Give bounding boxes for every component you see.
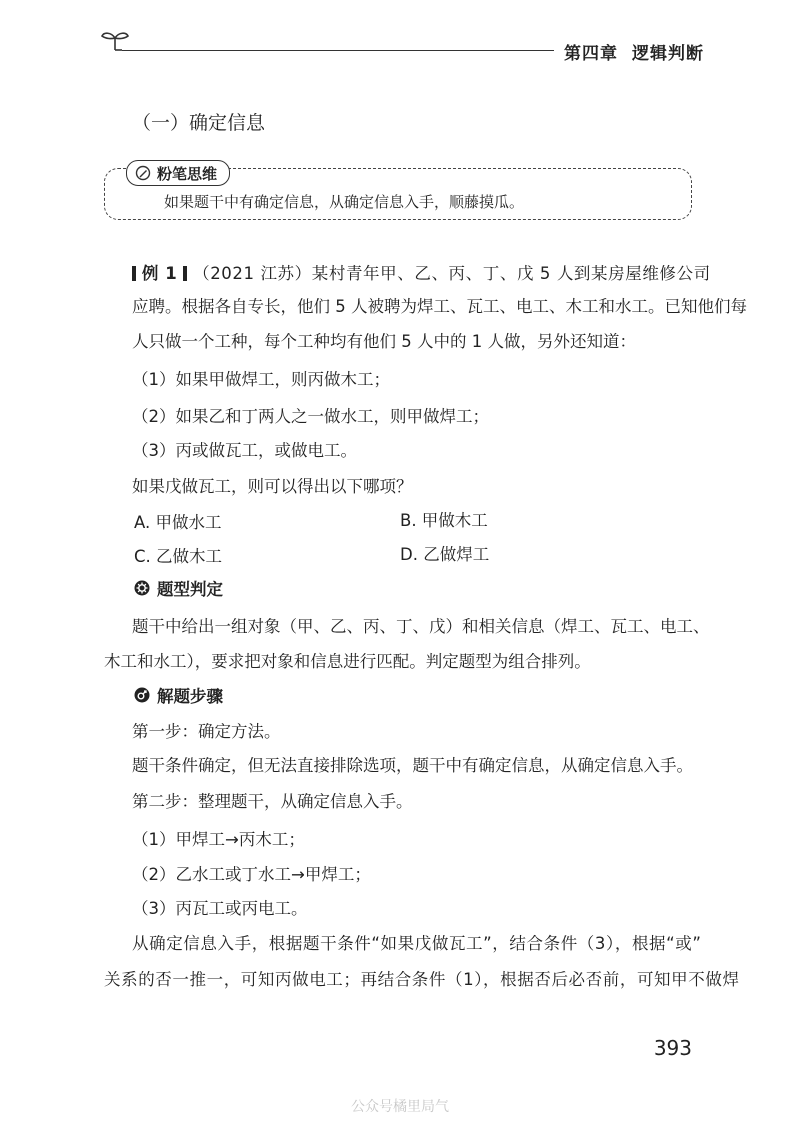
condition-2: （2）如果乙和丁两人之一做水工，则甲做焊工； (132, 407, 489, 426)
step-line-8: 关系的否一推一，可知丙做电工；再结合条件（1），根据否后必否前，可知甲不做焊 (104, 970, 740, 989)
pencil-icon (135, 165, 151, 181)
option-a: A. 甲做水工 (134, 513, 222, 532)
type-line-1: 题干中给出一组对象（甲、乙、丙、丁、戊）和相关信息（焊工、瓦工、电工、 (132, 617, 710, 636)
chapter-title: 逻辑判断 (632, 44, 704, 64)
watermark: 公众号橘里局气 (351, 1099, 449, 1115)
condition-1: （1）如果甲做焊工，则丙做木工； (132, 370, 390, 389)
example-line-3: 人只做一个工种，每个工种均有他们 5 人中的 1 人做，另外还知道： (132, 332, 636, 351)
step-line-1: 第一步：确定方法。 (132, 722, 281, 741)
type-heading (134, 576, 223, 600)
header-rule (122, 50, 554, 51)
condition-3: （3）丙或做瓦工，或做电工。 (132, 441, 357, 460)
tip-label (126, 160, 230, 186)
step-line-2: 题干条件确定，但无法直接排除选项，题干中有确定信息，从确定信息入手。 (132, 756, 693, 775)
option-d: D. 乙做焊工 (400, 545, 490, 564)
chapter-number: 第四章 (564, 44, 618, 64)
step-line-5: （2）乙水工或丁水工→甲焊工； (132, 865, 371, 884)
example-line-2: 应聘。根据各自专长，他们 5 人被聘为焊工、瓦工、电工、木工和水工。已知他们每 (132, 297, 747, 316)
step-line-3: 第二步：整理题干，从确定信息入手。 (132, 792, 413, 811)
step-line-7: 从确定信息入手，根据题干条件“如果戊做瓦工”，结合条件（3），根据“或” (132, 934, 702, 953)
type-line-2: 木工和水工），要求把对象和信息进行匹配。判定题型为组合排列。 (104, 652, 591, 671)
example-text-1: （2021 江苏）某村青年甲、乙、丙、丁、戊 5 人到某房屋维修公司 (193, 264, 711, 283)
question: 如果戊做瓦工，则可以得出以下哪项？ (132, 477, 413, 496)
option-b: B. 甲做木工 (400, 511, 488, 530)
steps-heading (134, 683, 223, 707)
example-label: 例 1 (141, 264, 178, 283)
type-heading-text: 题型判定 (157, 580, 223, 599)
steps-heading-text: 解题步骤 (157, 687, 223, 706)
example-bar-left (132, 266, 136, 281)
tip-label-text: 粉笔思维 (157, 164, 218, 183)
section-title: （一）确定信息 (132, 112, 266, 134)
tip-text: 如果题干中有确定信息，从确定信息入手，顺藤摸瓜。 (164, 193, 525, 211)
option-c: C. 乙做木工 (134, 547, 223, 566)
running-header (564, 39, 704, 64)
step-line-6: （3）丙瓦工或丙电工。 (132, 899, 308, 918)
example-bar-right (183, 266, 187, 281)
steps-icon (134, 687, 150, 703)
example-line-1 (132, 260, 711, 284)
sprout-icon (100, 28, 130, 52)
step-line-4: （1）甲焊工→丙木工； (132, 830, 305, 849)
page-number: 393 (653, 1036, 692, 1060)
gear-icon (134, 580, 150, 596)
